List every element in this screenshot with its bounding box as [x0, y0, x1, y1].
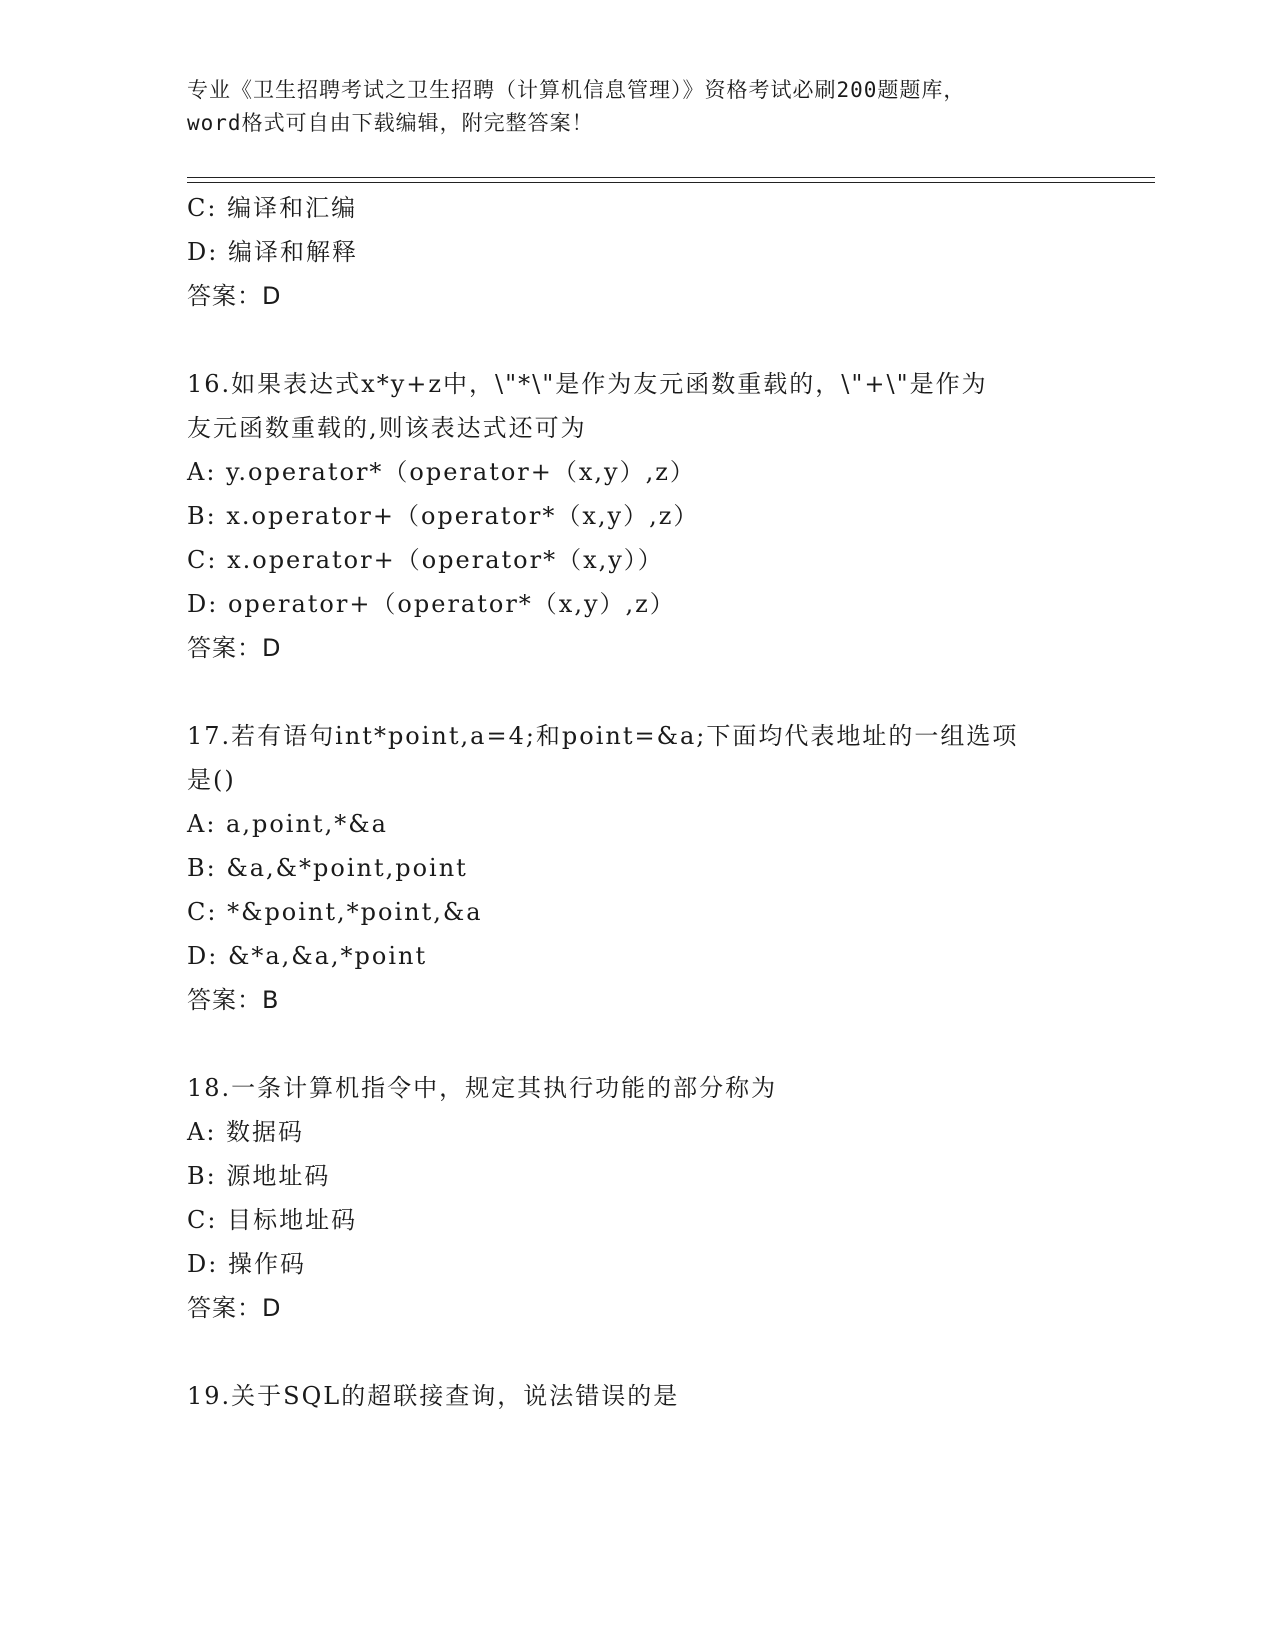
q16-stem-line1: 16.如果表达式x*y+z中，\"*\"是作为友元函数重载的，\"+\"是作为 [187, 370, 988, 398]
q15-answer: 答案：D [187, 282, 282, 310]
document-header [187, 74, 1087, 140]
header-divider-bottom [187, 182, 1155, 183]
q18-option-b: B: 源地址码 [187, 1162, 331, 1190]
q18-option-a: A: 数据码 [187, 1118, 305, 1146]
q17-answer: 答案：B [187, 986, 280, 1014]
q16-stem-line2: 友元函数重载的,则该表达式还可为 [187, 414, 587, 442]
q16-answer: 答案：D [187, 634, 282, 662]
q16-option-a: A: y.operator*（operator+（x,y）,z） [187, 458, 696, 486]
header-title-line1: 专业《卫生招聘考试之卫生招聘（计算机信息管理）》资格考试必刷200题题库， [187, 78, 966, 102]
header-title-line2: word格式可自由下载编辑，附完整答案！ [187, 111, 594, 135]
q17-option-d: D: &*a,&a,*point [187, 942, 428, 970]
q18-option-c: C: 目标地址码 [187, 1206, 358, 1234]
q18-stem-line1: 18.一条计算机指令中，规定其执行功能的部分称为 [187, 1074, 778, 1102]
q15-option-d: D: 编译和解释 [187, 238, 358, 266]
q18-option-d: D: 操作码 [187, 1250, 306, 1278]
q17-stem-line1: 17.若有语句int*point,a=4;和point=&a;下面均代表地址的一组选项 [187, 722, 1019, 750]
q17-option-c: C: *&point,*point,&a [187, 898, 483, 926]
q17-option-a: A: a,point,*&a [187, 810, 388, 838]
q16-option-c: C: x.operator+（operator*（x,y）） [187, 546, 664, 574]
header-divider-top [187, 177, 1155, 178]
q17-stem-line2: 是() [187, 766, 236, 794]
q16-option-d: D: operator+（operator*（x,y）,z） [187, 590, 676, 618]
q17-option-b: B: &a,&*point,point [187, 854, 468, 882]
q18-answer: 答案：D [187, 1294, 282, 1322]
q15-option-c: C: 编译和汇编 [187, 194, 358, 222]
q16-option-b: B: x.operator+（operator*（x,y）,z） [187, 502, 700, 530]
q19-stem-line1: 19.关于SQL的超联接查询，说法错误的是 [187, 1382, 680, 1410]
